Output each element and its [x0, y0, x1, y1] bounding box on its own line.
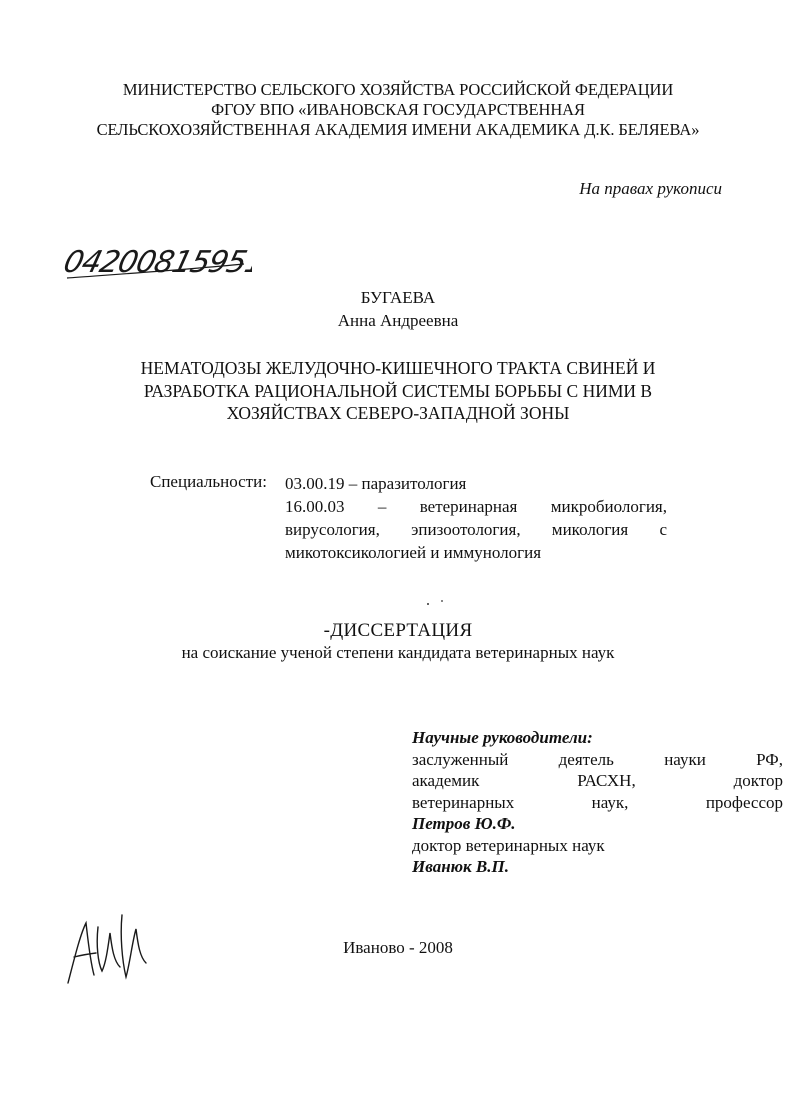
- advisor-title-line-2: академик РАСХН, доктор: [412, 771, 783, 790]
- thesis-title: [0, 357, 796, 425]
- dissertation-heading: -ДИССЕРТАЦИЯ: [323, 620, 473, 641]
- ministry-line-1: МИНИСТЕРСТВО СЕЛЬСКОГО ХОЗЯЙСТВА РОССИЙСКОЙ ФЕДЕРАЦИИ: [122, 80, 674, 99]
- title-line-2: РАЗРАБОТКА РАЦИОНАЛЬНОЙ СИСТЕМЫ БОРЬБЫ С НИМИ В: [143, 380, 653, 401]
- author-block: [0, 286, 796, 332]
- advisors-block: [412, 727, 783, 878]
- dissertation-block: [0, 620, 796, 664]
- author-name: Анна Андреевна: [337, 311, 459, 330]
- title-line-3: ХОЗЯЙСТВАХ СЕВЕРО-ЗАПАДНОЙ ЗОНЫ: [226, 403, 570, 423]
- advisor-title-line-4: доктор ветеринарных наук: [412, 835, 605, 855]
- scan-specks: [420, 595, 460, 614]
- ministry-header: [0, 80, 796, 140]
- handwritten-number-text: 04200815951: [62, 245, 252, 280]
- advisor-name-1: Петров Ю.Ф.: [412, 814, 516, 833]
- ministry-line-3: СЕЛЬСКОХОЗЯЙСТВЕННАЯ АКАДЕМИЯ ИМЕНИ АКАДЕМИКА Д.К. БЕЛЯЕВА»: [96, 120, 700, 139]
- specialties-label: Специальности:: [150, 472, 267, 491]
- dissertation-subtitle: на соискание ученой степени кандидата ветеринарных наук: [181, 643, 615, 662]
- advisor-name-2: Иванюк В.П.: [412, 857, 509, 876]
- specialty-line-1: 03.00.19 – паразитология: [285, 474, 467, 493]
- title-line-1: НЕМАТОДОЗЫ ЖЕЛУДОЧНО-КИШЕЧНОГО ТРАКТА СВИНЕЙ И: [140, 358, 656, 378]
- advisors-heading: Научные руководители:: [412, 728, 593, 747]
- specialty-line-2: 16.00.03 – ветеринарная микробиология,: [285, 497, 667, 516]
- rights-note: На правах рукописи: [579, 179, 722, 198]
- city-year: Иваново - 2008: [343, 938, 453, 957]
- specialty-line-3: вирусология, эпизоотология, микология с: [285, 520, 667, 539]
- handwritten-number-icon: [62, 240, 252, 282]
- advisor-title-line-3: ветеринарных наук, профессор: [412, 792, 783, 812]
- specialty-line-4: микотоксикологией и иммунология: [285, 543, 542, 562]
- advisor-title-line-1: заслуженный деятель науки РФ,: [412, 749, 783, 769]
- specialties-list: [285, 472, 667, 564]
- speck-icon: [420, 595, 460, 609]
- author-surname: БУГАЕВА: [360, 288, 436, 307]
- ministry-line-2: ФГОУ ВПО «ИВАНОВСКАЯ ГОСУДАРСТВЕННАЯ: [211, 100, 585, 119]
- handwritten-number: [62, 240, 252, 287]
